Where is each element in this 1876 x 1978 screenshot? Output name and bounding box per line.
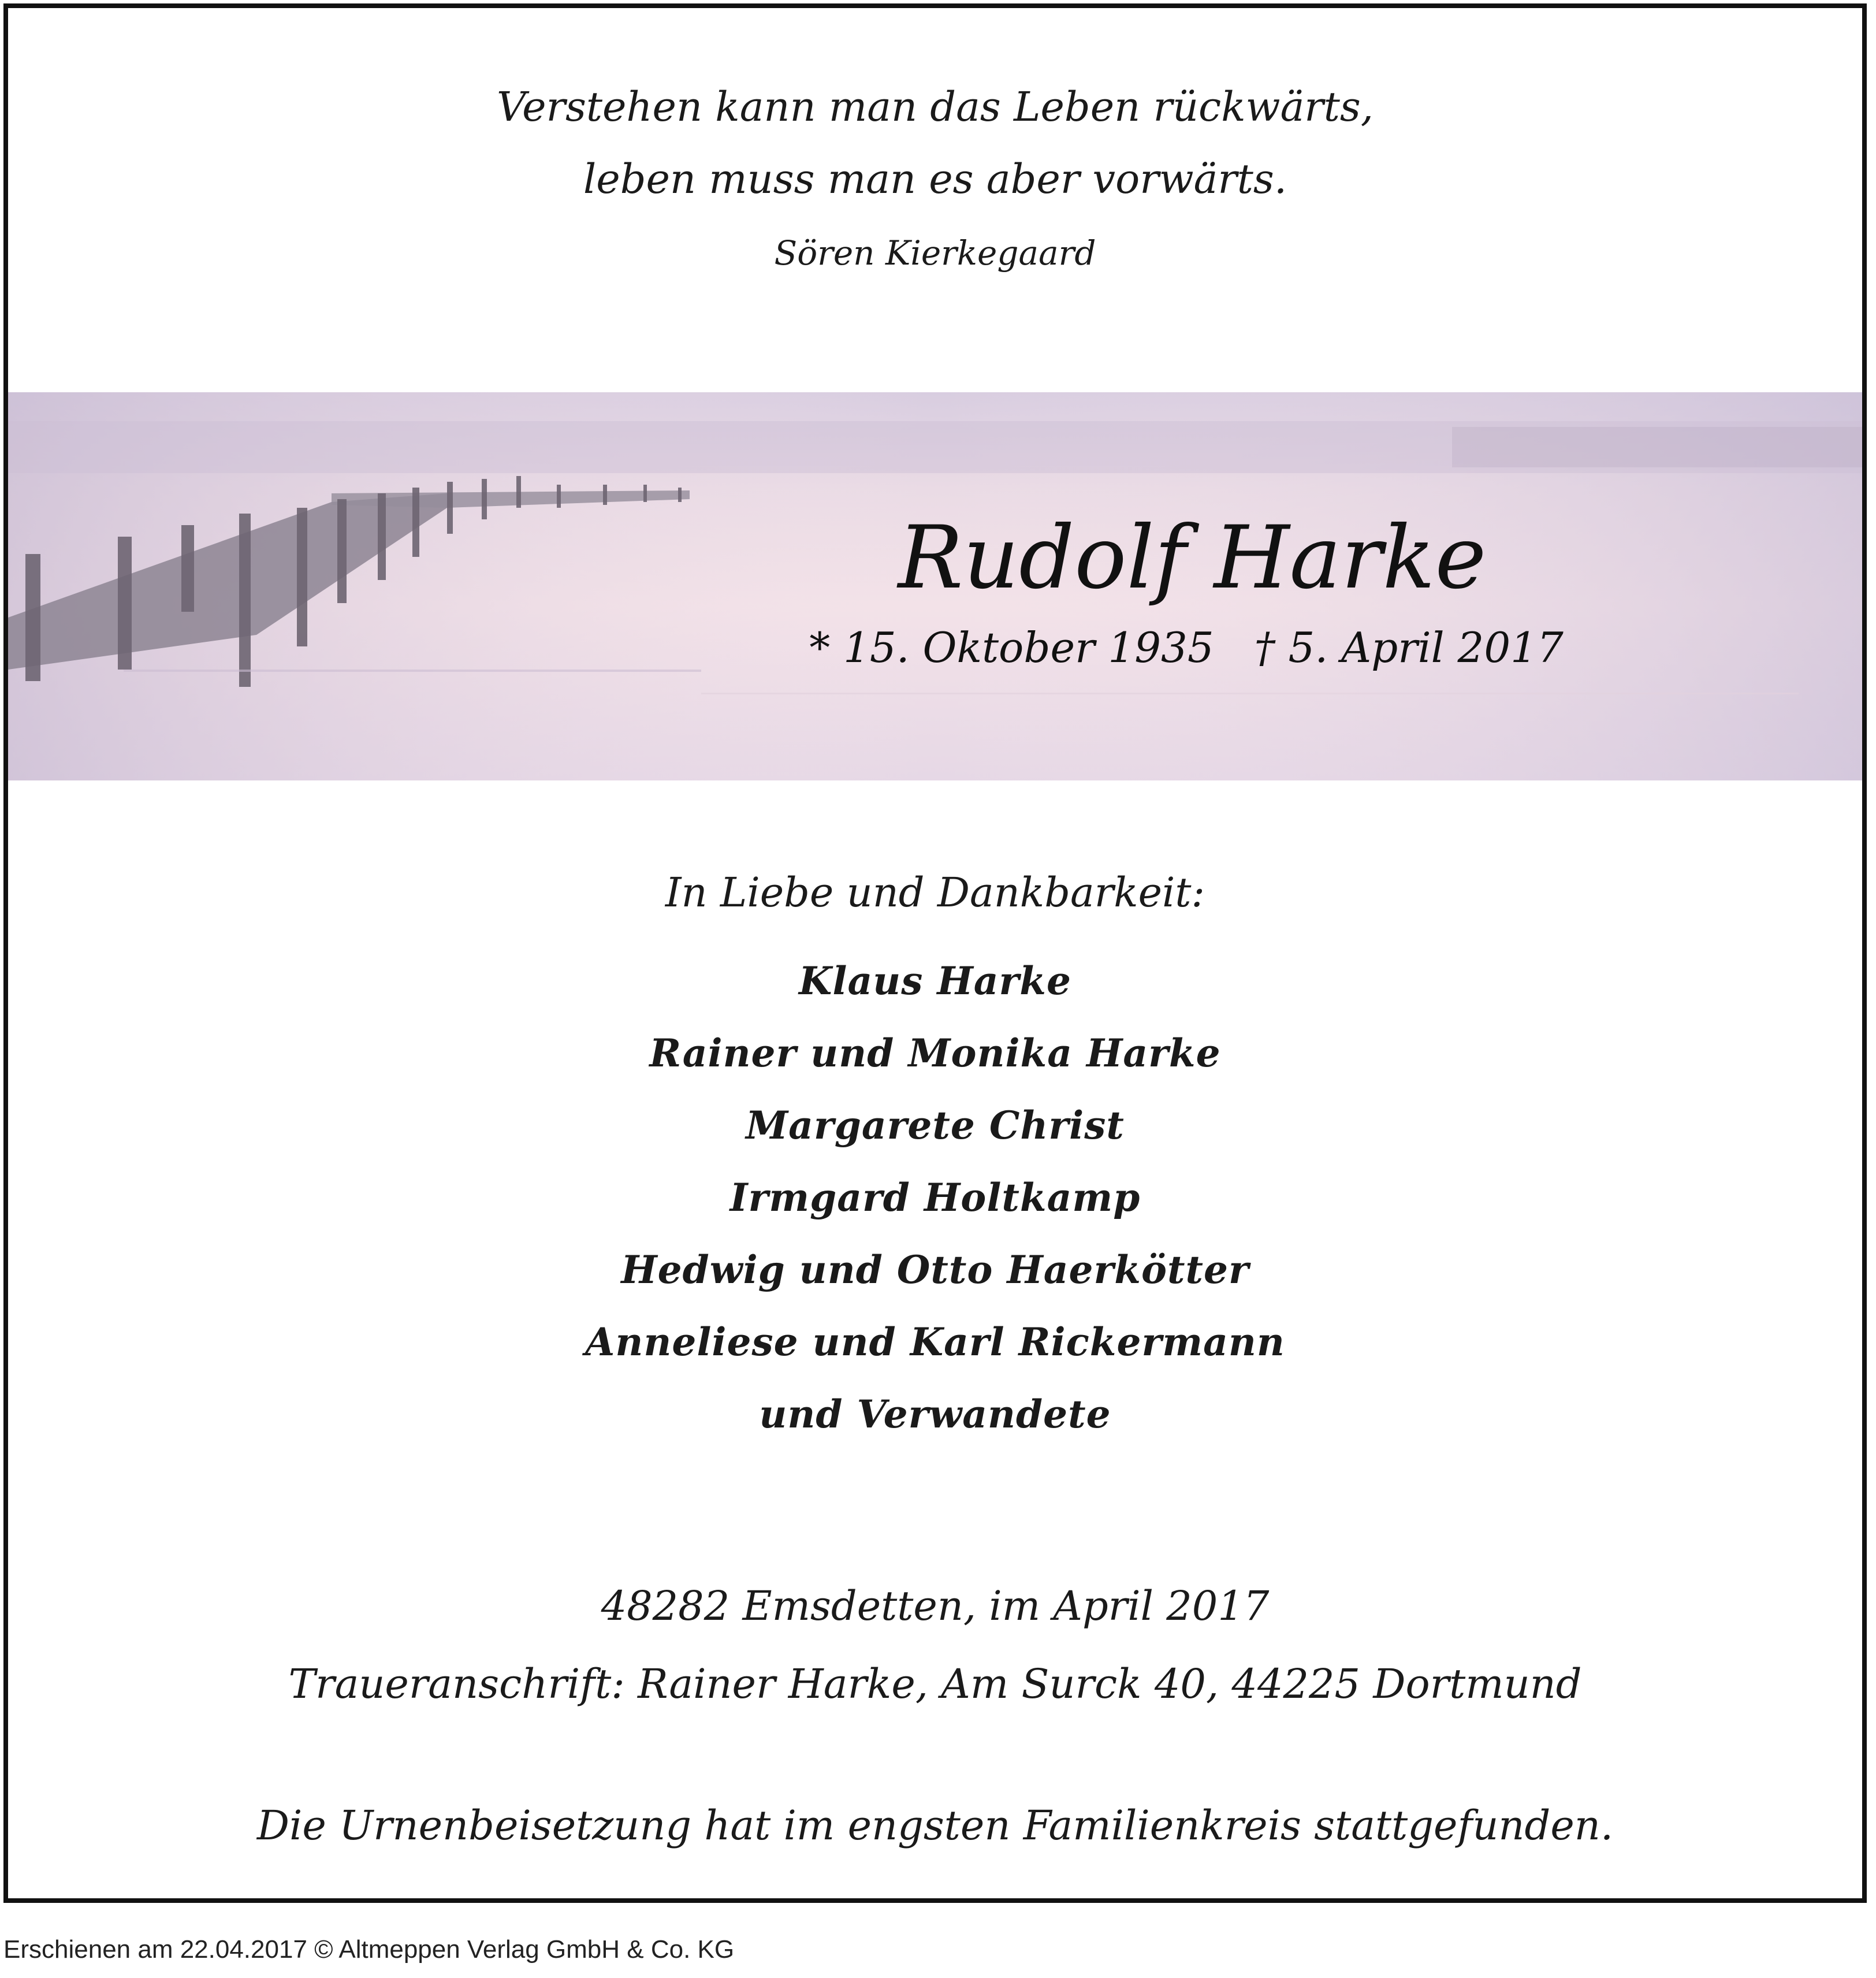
mourners-intro: In Liebe und Dankbarkeit: [665, 869, 1205, 916]
life-dates [805, 623, 1568, 672]
quote-line-2: leben muss man es aber vorwärts. [583, 155, 1287, 203]
mourner-name: Rainer und Monika Harke [649, 1031, 1221, 1076]
obituary-frame [3, 3, 1867, 1903]
deceased-name: Rudolf Harke [898, 508, 1487, 608]
funeral-note: Die Urnenbeisetzung hat im engsten Familienkreis stattgefunden. [256, 1802, 1614, 1849]
birth-date: * 15. Oktober 1935 [809, 623, 1214, 672]
death-date: † 5. April 2017 [1254, 623, 1564, 672]
mourner-name: Irmgard Holtkamp [729, 1175, 1141, 1220]
banner-image [8, 392, 1862, 780]
quote-line-1: Verstehen kann man das Leben rückwärts, [496, 83, 1374, 131]
publication-footer: Erschienen am 22.04.2017 © Altmeppen Verlag GmbH & Co. KG [3, 1935, 735, 1964]
mourner-name: und Verwandete [759, 1392, 1111, 1437]
mourner-name: Margarete Christ [746, 1103, 1125, 1148]
mourner-name: Klaus Harke [799, 958, 1071, 1003]
place-date: 48282 Emsdetten, im April 2017 [601, 1582, 1270, 1630]
mourner-name: Hedwig und Otto Haerkötter [621, 1247, 1249, 1292]
mourning-address: Traueranschrift: Rainer Harke, Am Surck 40, 44225 Dortmund [288, 1660, 1582, 1708]
mourner-name: Anneliese und Karl Rickermann [585, 1319, 1285, 1364]
quote-author: Sören Kierkegaard [774, 233, 1096, 273]
